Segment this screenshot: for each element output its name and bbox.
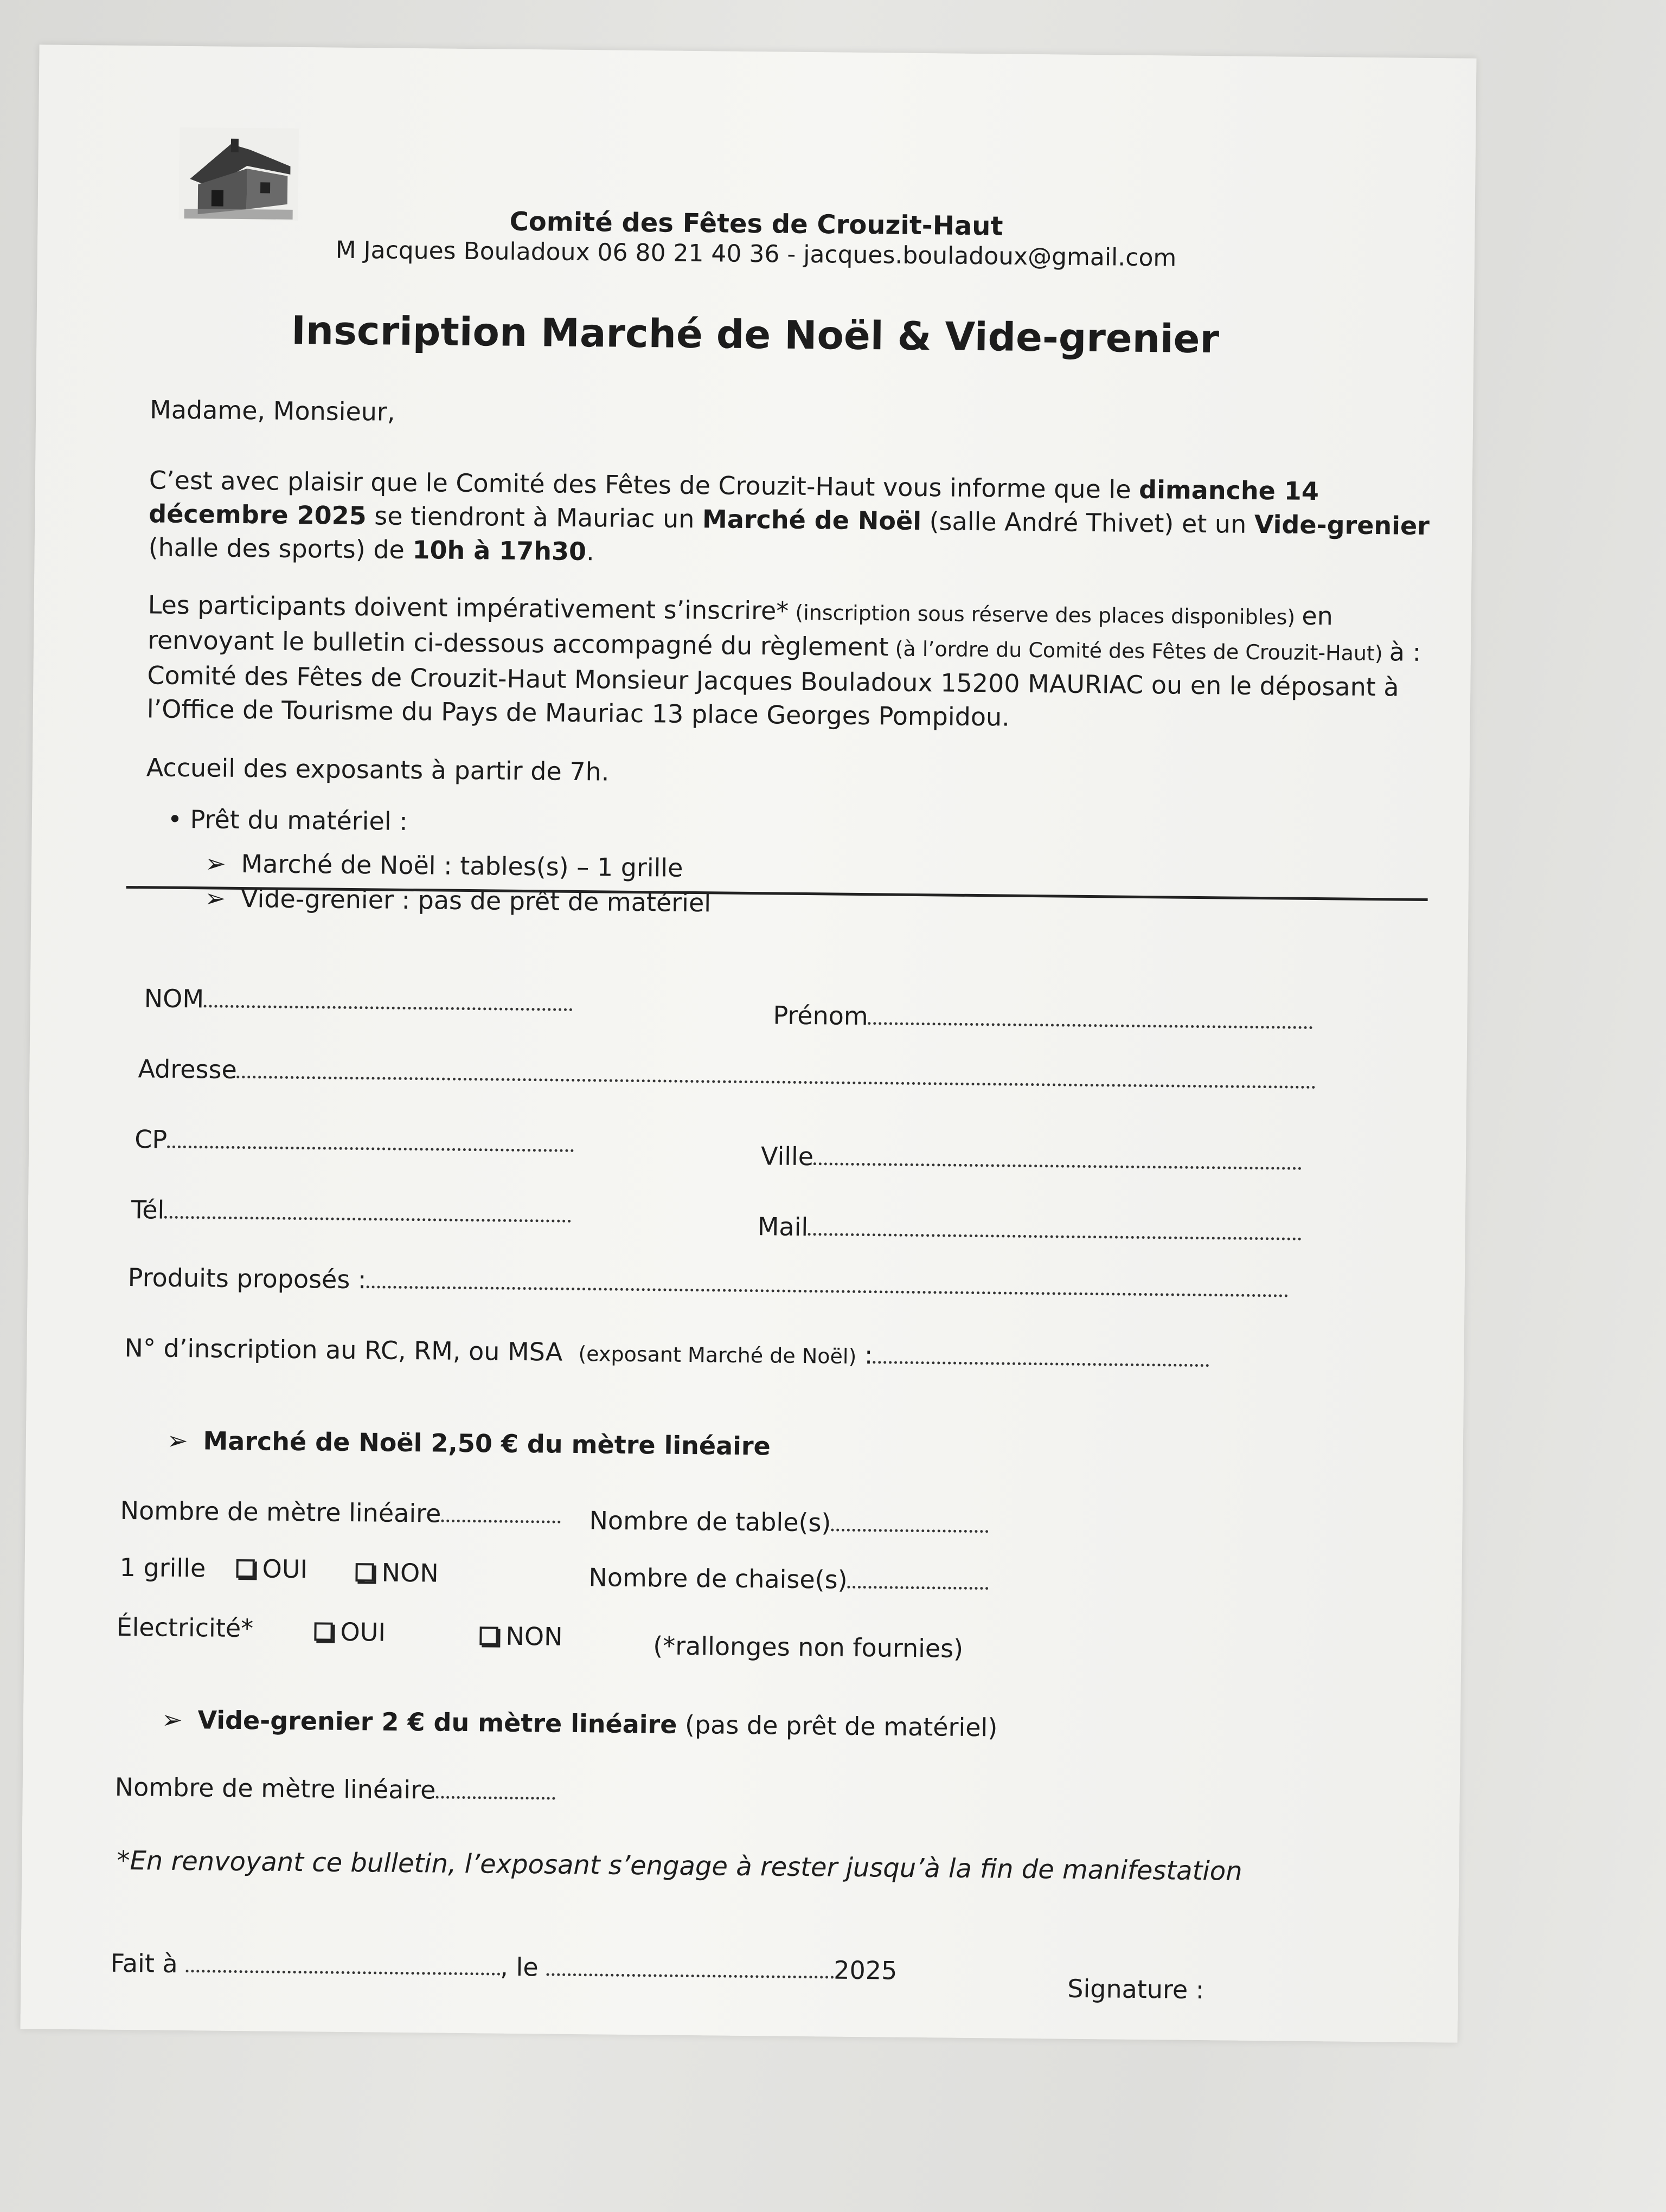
bullet-list (168, 802, 408, 838)
rc-field[interactable]: N° d’inscription au RC, RM, ou MSA (exposant Marché de Noël) : (124, 1333, 1209, 1373)
organization-name: Comité des Fêtes de Crouzit-Haut (509, 206, 1003, 242)
marche-metres-field[interactable]: Nombre de mètre linéaire (120, 1496, 560, 1529)
vide-section-title: ➢ Vide-grenier 2 € du mètre linéaire (pas de prêt de matériel) (161, 1705, 998, 1742)
arrow-icon: ➢ (204, 883, 226, 913)
produits-field[interactable]: Produits proposés : (128, 1263, 1289, 1303)
elec-non-checkbox[interactable]: NON (479, 1621, 563, 1651)
signature-field[interactable]: Signature : (1067, 1973, 1204, 2005)
intro-paragraph-3: Accueil des exposants à partir de 7h. (146, 753, 610, 787)
checkbox-icon (236, 1559, 255, 1577)
marche-section-title: ➢ Marché de Noël 2,50 € du mètre linéaire (166, 1425, 771, 1461)
tables-field[interactable]: Nombre de table(s) (589, 1506, 988, 1539)
cp-field[interactable]: CP (134, 1124, 574, 1158)
mail-field[interactable]: Mail (758, 1212, 1302, 1246)
checkbox-icon (479, 1626, 498, 1645)
adresse-field[interactable]: Adresse (138, 1054, 1316, 1095)
arrow-icon: ➢ (166, 1425, 188, 1456)
elec-oui-checkbox[interactable]: OUI (314, 1617, 386, 1647)
ville-field[interactable]: Ville (761, 1141, 1302, 1176)
vide-metres-field[interactable]: Nombre de mètre linéaire (115, 1772, 555, 1806)
prenom-field[interactable]: Prénom (773, 1000, 1313, 1035)
chaises-field[interactable]: Nombre de chaise(s) (588, 1562, 989, 1596)
sub-list (204, 846, 712, 920)
grille-label: 1 grille (119, 1552, 206, 1583)
tel-field[interactable]: Tél (131, 1195, 572, 1229)
grille-non-checkbox[interactable]: NON (355, 1558, 439, 1587)
list-item: ➢ Marché de Noël : tables(s) – 1 grille (204, 848, 683, 883)
electricite-label: Électricité* (116, 1612, 254, 1643)
intro-paragraph-1: C’est avec plaisir que le Comité des Fêtes de Crouzit-Haut vous informe que le dimanche 14 décembre 2025 se tiendront à Mauriac un Marché de Noël (salle André Thivet) et un Vide-grenier (halle des sports) de 10h à 17h30. (148, 465, 1430, 567)
form-sheet (20, 44, 1476, 2042)
list-item: • Prêt du matériel : (167, 804, 408, 836)
contact-line: M Jacques Bouladoux 06 80 21 40 36 - jacques.bouladoux@gmail.com (335, 236, 1177, 272)
engagement-note: *En renvoyant ce bulletin, l’exposant s’engage à rester jusqu’à la fin de manifestation (117, 1845, 1242, 1887)
grille-oui-checkbox[interactable]: OUI (236, 1554, 307, 1584)
nom-field[interactable]: NOM (144, 983, 573, 1017)
arrow-icon: ➢ (204, 848, 226, 878)
checkbox-icon (355, 1563, 374, 1581)
checkbox-icon (314, 1622, 332, 1641)
intro-paragraph-2: Les participants doivent impérativement s’inscrire* (inscription sous réserve des places disponibles) en renvoyant le bulletin ci-dessous accompagné du règlement (à l’ordre du Comité des Fêtes de Crouzit-Haut) à : Comité des Fêtes de Crouzit-Haut Monsieur Jacques Bouladoux 15200 MAURIAC ou en le déposant à l’Office de Tourisme du Pays de Mauriac 13 place Georges Pompidou. (146, 590, 1421, 732)
fait-a-field[interactable]: Fait à , le 2025 (110, 1948, 898, 1985)
page-title: Inscription Marché de Noël & Vide-grenier (291, 307, 1220, 362)
rallonges-note: (*rallonges non fournies) (653, 1631, 964, 1663)
greeting: Madame, Monsieur, (149, 395, 395, 427)
arrow-icon: ➢ (161, 1705, 183, 1735)
list-item: ➢ Vide-grenier : pas de prêt de matériel (204, 883, 712, 918)
